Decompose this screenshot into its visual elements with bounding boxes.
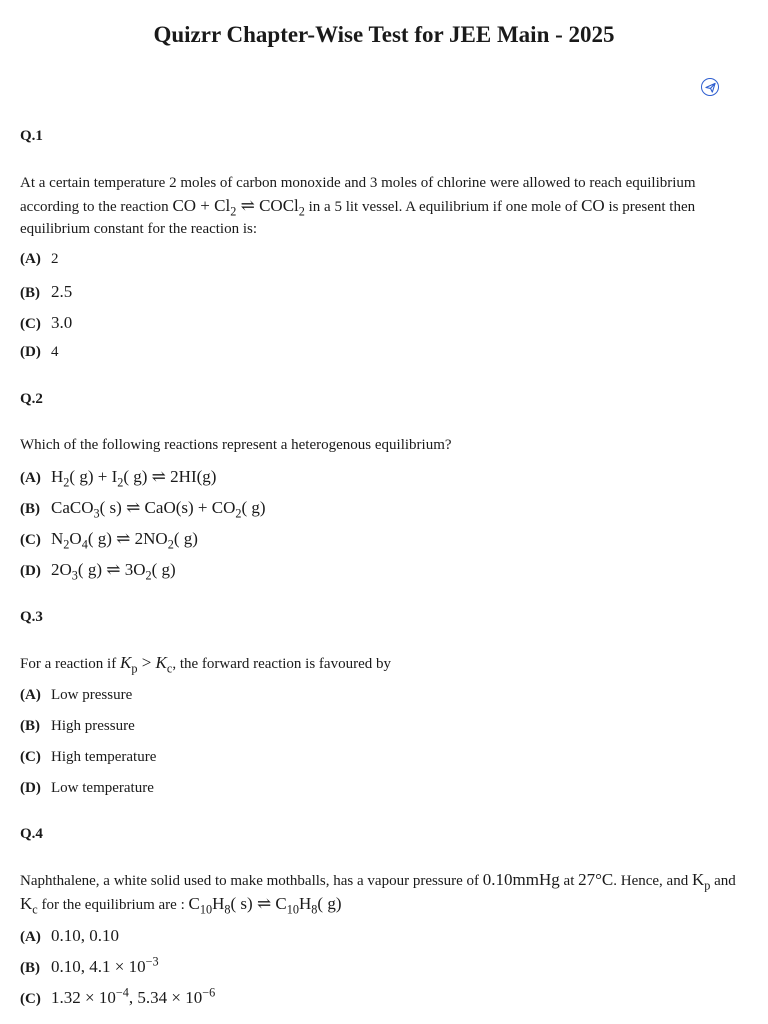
formula: CO <box>581 195 605 215</box>
formula: 27°C <box>578 870 614 889</box>
option-text: $N_2O_4$( g) ⇌ $2NO_2$( g) <box>51 529 198 552</box>
send-icon <box>705 82 716 93</box>
option-text: 2.5 <box>51 282 73 301</box>
option-text: 0.10, 0.10 <box>51 926 119 945</box>
option-b[interactable] <box>20 282 72 302</box>
option-text: 3.0 <box>51 313 73 332</box>
option-letter: (B) <box>20 501 40 517</box>
option-text: High pressure <box>51 718 135 734</box>
question-text <box>20 869 740 916</box>
stem-text: At a certain temperature 2 moles of carbon monoxide and 3 moles of chlorine were allowed to reach equilibrium according to the reaction <box>20 175 696 215</box>
option-c[interactable] <box>20 749 156 766</box>
question-label: Q.1 <box>20 128 43 144</box>
option-letter: (B) <box>20 960 40 976</box>
question-text <box>20 172 740 241</box>
stem-text: Naphthalene, a white solid used to make mothballs, has a vapour pressure of <box>20 873 480 889</box>
stem-text: for the equilibrium are : <box>41 896 185 913</box>
question-label: Q.4 <box>20 826 43 842</box>
option-letter: (A) <box>20 470 41 486</box>
stem-text: at <box>563 873 575 889</box>
stem-text: For a reaction if <box>20 656 117 672</box>
option-a[interactable] <box>20 926 119 946</box>
question-text: Which of the following reactions represent a heterogenous equilibrium? <box>20 437 452 453</box>
stem-text: . Hence, and <box>613 873 689 889</box>
option-c[interactable] <box>20 529 198 552</box>
option-letter: (D) <box>20 344 41 360</box>
option-a[interactable] <box>20 251 59 268</box>
option-text: Low temperature <box>51 780 154 796</box>
option-c[interactable] <box>20 985 216 1008</box>
formula: $K_p > K_c$ <box>119 653 173 676</box>
option-a[interactable] <box>20 687 132 704</box>
option-letter: (A) <box>20 687 41 703</box>
option-text: 0.10, $4.1 \times 10^{-3}$ <box>51 954 159 976</box>
option-text: CaCO$_3$( s) ⇌ $CaO(s) + CO_2$( g) <box>51 498 266 521</box>
option-d[interactable] <box>20 560 176 583</box>
option-letter: (A) <box>20 929 41 945</box>
question-label: Q.2 <box>20 391 43 407</box>
option-letter: (D) <box>20 780 41 796</box>
option-text: $1.32 \times 10^{-4}$, $5.34 \times 10^{-6}$ <box>51 985 216 1007</box>
stem-text: is present then equilibrium constant for the reaction is: <box>20 198 696 237</box>
share-button[interactable] <box>701 78 719 96</box>
reaction-equation: $C_{10}H_8$( s) ⇌ $C_{10}H_8$( g) <box>188 893 342 916</box>
option-a[interactable] <box>20 467 217 490</box>
option-text: $H_2$( $g) + I_2$( g) ⇌ 2HI(g) <box>51 467 217 490</box>
option-letter: (C) <box>20 532 41 548</box>
option-letter: (D) <box>20 563 41 579</box>
option-letter: (C) <box>20 749 41 765</box>
stem-text: in a 5 lit vessel. A equilibrium if one mole of <box>308 198 578 215</box>
option-text: $2O_3$( g) ⇌ $3O_2$( g) <box>51 560 176 583</box>
formula: $K_p$ <box>691 870 711 893</box>
option-text: 2 <box>51 251 59 267</box>
option-b[interactable] <box>20 954 159 977</box>
option-text: Low pressure <box>51 687 133 703</box>
option-letter: (C) <box>20 991 41 1007</box>
option-b[interactable] <box>20 718 135 735</box>
option-b[interactable] <box>20 498 266 521</box>
option-d[interactable] <box>20 780 154 797</box>
option-d[interactable] <box>20 344 59 361</box>
option-c[interactable] <box>20 313 72 333</box>
question-text <box>20 652 740 676</box>
option-letter: (C) <box>20 316 41 332</box>
stem-text: and <box>714 873 736 889</box>
option-text: 4 <box>51 344 59 360</box>
option-letter: (A) <box>20 251 41 267</box>
page-title: Quizrr Chapter-Wise Test for JEE Main - 2025 <box>153 22 615 47</box>
question-label: Q.3 <box>20 609 43 625</box>
formula: $K_c$ <box>20 893 38 916</box>
formula: 0.10mmHg <box>482 870 560 889</box>
option-letter: (B) <box>20 285 40 301</box>
stem-text: , the forward reaction is favoured by <box>172 656 391 672</box>
reaction-equation: CO + $Cl_2$ ⇌ COCl$_2$ <box>172 195 305 218</box>
option-letter: (B) <box>20 718 40 734</box>
option-text: High temperature <box>51 749 157 765</box>
